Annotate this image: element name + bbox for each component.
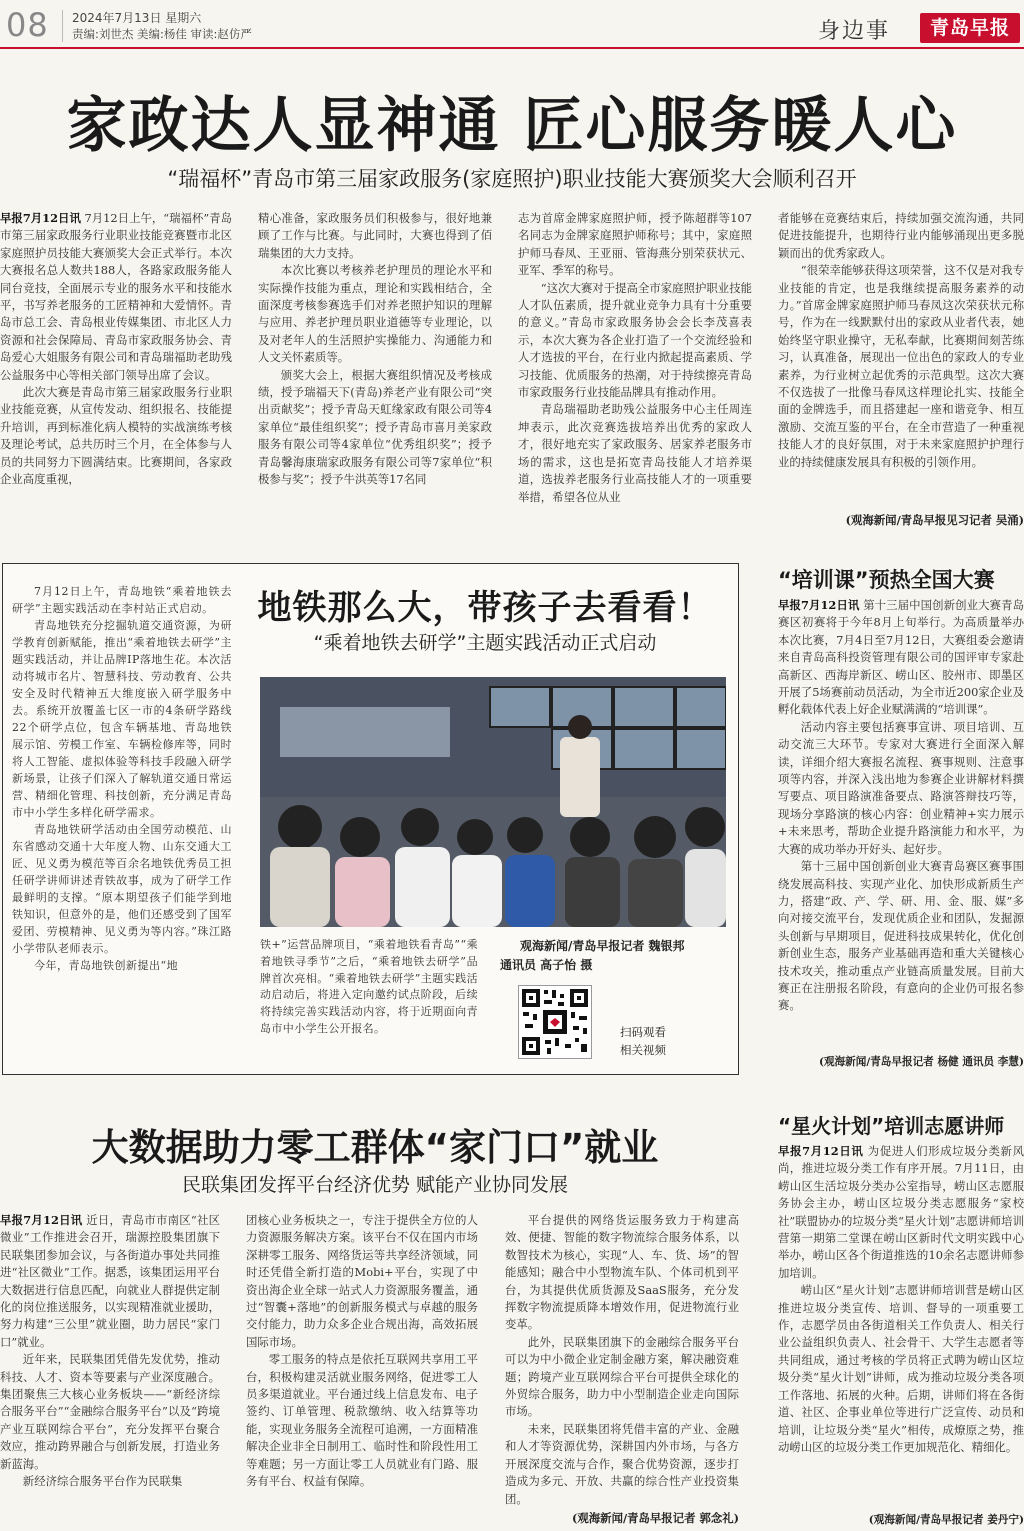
page-number: 08 bbox=[6, 6, 49, 44]
article4-text: 近年来，民联集团凭借先发优势，推动科技、人才、资本等要素与产业深度融合。集团聚焦三大核心业务板块——“新经济综合服务平台”“金融综合服务平台”以及“跨境产业互联网综合平台”，充分发挥平台聚合效应，推动跨界融合与创新发展，打造业务新蓝海。 bbox=[0, 1352, 220, 1471]
article2-left-col bbox=[12, 583, 232, 1063]
issue-date: 2024年7月13日 星期六 bbox=[72, 11, 202, 25]
article2-text: 今年，青岛地铁创新提出“地 bbox=[34, 959, 179, 972]
article1-byline: (观海新闻/青岛早报见习记者 吴涌) bbox=[845, 513, 1024, 527]
article2-byline bbox=[500, 937, 730, 975]
header-divider bbox=[62, 10, 63, 42]
article4-col3 bbox=[505, 1212, 739, 1512]
qr-caption bbox=[620, 1023, 710, 1059]
article4-byline: (观海新闻/青岛早报记者 郭念礼) bbox=[572, 1511, 739, 1525]
dateline: 早报7月12日讯 bbox=[0, 1213, 83, 1227]
article4-text: 近日，青岛市市南区“社区微业”工作推进会召开，瑞源控股集团旗下民联集团参加会议，与各街道办事处共同推进“社区微业”工作。据悉，该集团运用平台大数据进行信息匹配，向就业人群提供定制化的岗位推送服务，以实现精准就业援助，努力构建“三公里”就业圈，助力居民“家门口”就业。 bbox=[0, 1213, 220, 1349]
article2-text: 7月12日上午，青岛地铁“乘着地铁去研学”主题实践活动在李村站正式启动。 bbox=[12, 585, 232, 615]
article3-title: “培训课”预热全国大赛 bbox=[778, 568, 995, 592]
article4-text: 团核心业务板块之一，专注于提供全方位的人力资源服务解决方案。该平台不仅在国内市场深耕零工服务、网络货运等共享经济领域，同时还凭借全新打造的Mobi+平台，实现了中资出海企业全球一站式人力资源服务覆盖，通过“智囊+落地”的创新服务模式与卓越的服务交付能力，助力众多企业合规出海，高效拓展国际市场。 bbox=[246, 1213, 478, 1349]
metro-control-room-photo bbox=[260, 677, 726, 927]
header-rule bbox=[0, 47, 1024, 49]
article1-text: 此次大赛是青岛市第三届家政服务行业职业技能竞赛，从宣传发动、组织报名、技能提升培训，再到标准化病人模特的实战演练考核及理论考试，总共历时三个月，在全体参与人员的共同努力下圆满结束。比赛期间，各家政企业高度重视， bbox=[0, 385, 232, 487]
article5-text: 为促进人们形成垃圾分类新风尚，推进垃圾分类工作有序开展。7月11日，由崂山区生活垃圾分类办公室指导，崂山区志愿服务协会主办，崂山区垃圾分类志愿服务“家校社”联盟协办的垃圾分类“星火计划”志愿讲师培训营第一期第二堂课在崂山区新时代文明实践中心举办，崂山区各个街道推选的10余名志愿讲师参加培训。 bbox=[778, 1144, 1024, 1280]
photographer-credit: 通讯员 高子怡 摄 bbox=[500, 958, 593, 972]
article2-subtitle: “乘着地铁去研学”主题实践活动正式启动 bbox=[313, 632, 657, 654]
article1-text: 本次比赛以考核养老护理员的理论水平和实际操作技能为重点，理论和实践相结合，全面深度考核参赛选手们对养老照护知识的理解与应用、养老护理员职业道德等专业理论，以及对老年人的生活照护实操能力、沟通能力和人文关怀素质等。 bbox=[258, 263, 492, 365]
article1-text: 志为首席金牌家庭照护师，授予陈超群等107名同志为金牌家庭照护师称号；其中，家庭照护师马春凤、王亚丽、管海燕分别荣获状元、亚军、季军的称号。 bbox=[518, 211, 752, 278]
article2-bottom-col bbox=[260, 937, 478, 1065]
article1-text: 颁奖大会上，根据大赛组织情况及考核成绩，授予瑞福天下(青岛)养老产业有限公司“突出贡献奖”；授予青岛天虹缘家政有限公司等4家单位“最佳组织奖”；授予青岛市喜月美家政服务有限公司等4家单位“优秀组织奖”；授予青岛馨海康瑞家政服务有限公司等7家单位“积极参与奖”；授予牛洪英等17名同 bbox=[258, 367, 492, 487]
photo-illustration bbox=[260, 677, 726, 927]
article5-title: “星火计划”培训志愿讲师 bbox=[778, 1114, 1005, 1138]
qr-code-icon bbox=[519, 986, 591, 1058]
article3-byline: (观海新闻/青岛早报记者 杨健 通讯员 李慧) bbox=[818, 1056, 1024, 1068]
article1-text: 者能够在竞赛结束后，持续加强交流沟通，共同促进技能提升，也期待行业内能够涌现出更多脱颖而出的优秀家政人。 bbox=[778, 211, 1024, 260]
dateline: 早报7月12日讯 bbox=[0, 211, 81, 225]
article1-subtitle: “瑞福杯”青岛市第三届家政服务(家庭照护)职业技能大赛颁奖大会顺利召开 bbox=[167, 167, 857, 191]
article3-text: 第十三届中国创新创业大赛青岛赛区赛事围绕发展高科技、实现产业化、加快形成新质生产力，搭建“政、产、学、研、用、金、服、媒”多向对接交流平台，发现优质企业和团队，发掘源头创新与早期项目，促进科技成果转化，优化创新创业生态，服务产业基础再造和重大关键核心技术攻关，推动重点产业链高质量发展。目前大赛正在注册报名阶段，有意向的企业仍可报名参赛。 bbox=[778, 859, 1024, 1013]
article3-body bbox=[778, 597, 1024, 1069]
article1-text: 7月12日上午，“瑞福杯”青岛市第三届家政服务行业职业技能竞赛暨市北区家庭照护员技能大赛颁奖大会正式举行。本次大赛报名总人数共188人，各路家政服务能人同台竞技，全面展示专业的服务水平和技能水平，书写养老服务的工匠精神和大爱情怀。青岛市总工会、青岛根业传媒集团、市北区人力资源和社会保障局、青岛市家政服务协会、青岛爱心大姐服务有限公司和青岛瑞福助老助残公益服务中心等相关部门领导出席了会议。 bbox=[0, 211, 232, 382]
staff-credits: 责编:刘世杰 美编:杨佳 审读:赵仿严 bbox=[72, 27, 252, 41]
article4-col1 bbox=[0, 1212, 220, 1527]
article1-col1 bbox=[0, 210, 232, 530]
article4-col2 bbox=[246, 1212, 478, 1527]
article4-text: 新经济综合服务平台作为民联集 bbox=[22, 1474, 183, 1489]
reporter-credit: 观海新闻/青岛早报记者 魏银邦 bbox=[520, 939, 685, 953]
article2-text: 青岛地铁充分挖掘轨道交通资源，为研学教育创新赋能，推出“乘着地铁去研学”主题实践活动，并让品牌IP落地生花。本次活动将城市名片、智慧科技、劳动教育、公共安全及时代精神五大维度嵌入研学服务中去。系统开放覆盖七区一市的4条研学路线22个研学点位，包含车辆基地、青岛地铁展示馆、劳模工作室、车辆检修库等，同时将人工智能、虚拟体验等科技手段融入研学新场景，让孩子们深入了解轨道交通日常运营、精细化管理、科技创新，充分满足青岛市中小学生多样化研学需求。 bbox=[12, 619, 232, 819]
article3-text: 活动内容主要包括赛事宣讲、项目培训、互动交流三大环节。专家对大赛进行全面深入解读，详细介绍大赛报名流程、赛事规则、注意事项等内容，并深入浅出地为参赛企业讲解材料撰写要点、项目路演准备要点、路演答辩技巧等，现场分享路演的核心内容：创业精神+实力展示+未来思考，帮助企业提升路演能力和水平，为大赛的成功举办开好头、起好步。 bbox=[778, 719, 1024, 856]
article4-title: 大数据助力零工群体“家门口”就业 bbox=[91, 1126, 659, 1169]
article5-text: 崂山区“星火计划”志愿讲师培训营是崂山区推进垃圾分类宣传、培训、督导的一项重要工作，志愿学员由各街道相关工作负责人、相关行业公益组织负责人、社会骨干、大学生志愿者等共同组成，通过考核的学员将正式聘为崂山区垃圾分类“星火计划”讲师，成为推动垃圾分类各项工作落地、拓展的火种。后期，讲师们将在各街道、社区、企事业单位等进行广泛宣传、动员和培训，让垃圾分类“星火”相传，成燎原之势，推动崂山区的垃圾分类工作更加规范化、精细化。 bbox=[778, 1283, 1024, 1454]
article2-title: 地铁那么大，带孩子去看看！ bbox=[257, 588, 713, 628]
qr-caption-line: 相关视频 bbox=[620, 1043, 666, 1057]
qr-caption-line: 扫码观看 bbox=[620, 1025, 666, 1039]
article4-text: 零工服务的特点是依托互联网共享用工平台，积极构建灵活就业服务网络，促进零工人员多渠道就业。平台通过线上信息发布、电子签约、订单管理、税款缴纳、收入结算等功能，实现业务服务全流程可追溯，一方面精准解决企业非全日制用工、临时性和阶段性用工等难题；另一方面让零工人员就业有门路、服务有平台、权益有保障。 bbox=[246, 1352, 478, 1489]
newspaper-logo bbox=[920, 13, 1020, 43]
video-qr-code[interactable] bbox=[518, 985, 592, 1059]
article5-body bbox=[778, 1143, 1024, 1515]
article1-col3 bbox=[518, 210, 752, 530]
paper-name: 青岛早报 bbox=[929, 17, 1010, 39]
article5-byline: (观海新闻/青岛早报记者 姜丹宁) bbox=[868, 1514, 1024, 1526]
article1-col4 bbox=[778, 210, 1024, 514]
article1-text: “很荣幸能够获得这项荣誉，这不仅是对我专业技能的肯定，也是我继续提高服务素养的动力。”首席金牌家庭照护师马春凤这次荣获状元称号，作为在一线默默付出的家政从业者代表，她始终坚守职业操守，无私奉献，比赛期间刻苦练习，认真准备，展现出一位出色的家政人的专业素养，为行业树立起优秀的示范典型。这次大赛不仅选拔了一批像马春凤这样理论扎实、技能全面的金牌选手，而且搭建起一座和谐竞争、相互激励、交流互鉴的平台，在全市营造了一种重视技能人才的良好氛围，对于未来家庭照护护理行业的持续健康发展具有积极的引领作用。 bbox=[778, 263, 1024, 469]
article1-title: 家政达人显神通 匠心服务暖人心 bbox=[66, 91, 958, 161]
article1-col2 bbox=[258, 210, 492, 530]
dateline: 早报7月12日讯 bbox=[778, 1144, 864, 1158]
article1-text: “这次大赛对于提高全市家庭照护职业技能人才队伍素质，提升就业竞争力具有十分重要的意义。”青岛市家政服务协会会长李茂喜表示，本次大赛为各企业打造了一个交流经验和人才选拔的平台，在行业内掀起提高素质、学习技能、优质服务的热潮，对于持续擦亮青岛市家政服务行业技能品牌具有推动作用。 bbox=[518, 280, 752, 400]
article4-text: 平台提供的网络货运服务致力于构建高效、便捷、智能的数字物流综合服务体系，以数智技术为核心，实现“人、车、货、场”的智能感知；融合中小型物流车队、个体司机到平台，为其提供优质货源及SaaS服务，充分发挥数字物流提质降本增效作用，促进物流行业变革。 bbox=[505, 1213, 739, 1332]
article2-text: 青岛地铁研学活动由全国劳动模范、山东省感动交通十大年度人物、山东交通大工匠、见义勇为模范等百余名地铁优秀员工担任研学讲师讲述青铁故事，成为了研学工作最鲜明的支撑。“原本期望孩子们能学到地铁知识，但意外的是，他们还感受到了国军爱团、劳模精神、见义勇为等内容。”珠江路小学带队老师表示。 bbox=[12, 823, 232, 955]
article4-text: 未来，民联集团将凭借丰富的产业、金融和人才等资源优势，深耕国内外市场，与各方开展深度交流与合作，聚合优势资源，逐步打造成为多元、开放、共赢的综合性产业投资集团。 bbox=[505, 1421, 739, 1506]
article3-text: 第十三届中国创新创业大赛青岛赛区初赛将于今年8月上旬举行。为高质量举办本次比赛，7月4日至7月12日，大赛组委会邀请来自青岛高科投资管理有限公司的国评审专家赴高新区、西海岸新区、崂山区、胶州市、即墨区开展了5场赛前动员活动，为全市近200家企业及孵化载体代表上好企业赋满满的“培训课”。 bbox=[778, 598, 1024, 717]
article1-text: 青岛瑞福助老助残公益服务中心主任周连坤表示，此次竞赛选拔培养出优秀的家政人才，很好地充实了家政服务、居家养老服务市场的需求，这也是拓宽青岛技能人才培养渠道，选拔养老服务行业高技能人才的一项重要举措，希望各位从业 bbox=[518, 402, 752, 504]
section-name: 身边事 bbox=[818, 19, 891, 44]
article4-text: 此外，民联集团旗下的金融综合服务平台可以为中小微企业定制金融方案，解决融资难题；跨境产业互联网综合平台可提供全球化的外贸综合服务，助力中小型制造企业走向国际市场。 bbox=[505, 1334, 739, 1419]
article1-text: 精心准备，家政服务员们积极参与，很好地兼顾了工作与比赛。与此同时，大赛也得到了佰瑞集团的大力支持。 bbox=[258, 211, 492, 260]
dateline: 早报7月12日讯 bbox=[778, 598, 860, 612]
article2-text: 铁+”运营品牌项目，“乘着地铁看青岛”“乘着地铁寻季节”之后，“乘着地铁去研学”品牌首次亮相。“乘着地铁去研学”主题实践活动启动后，将进入定向邀约试点阶段，后续将持续完善实践活动内容，将于近期面向青岛市中小学生公开报名。 bbox=[260, 938, 478, 1035]
article4-subtitle: 民联集团发挥平台经济优势 赋能产业协同发展 bbox=[181, 1174, 569, 1196]
